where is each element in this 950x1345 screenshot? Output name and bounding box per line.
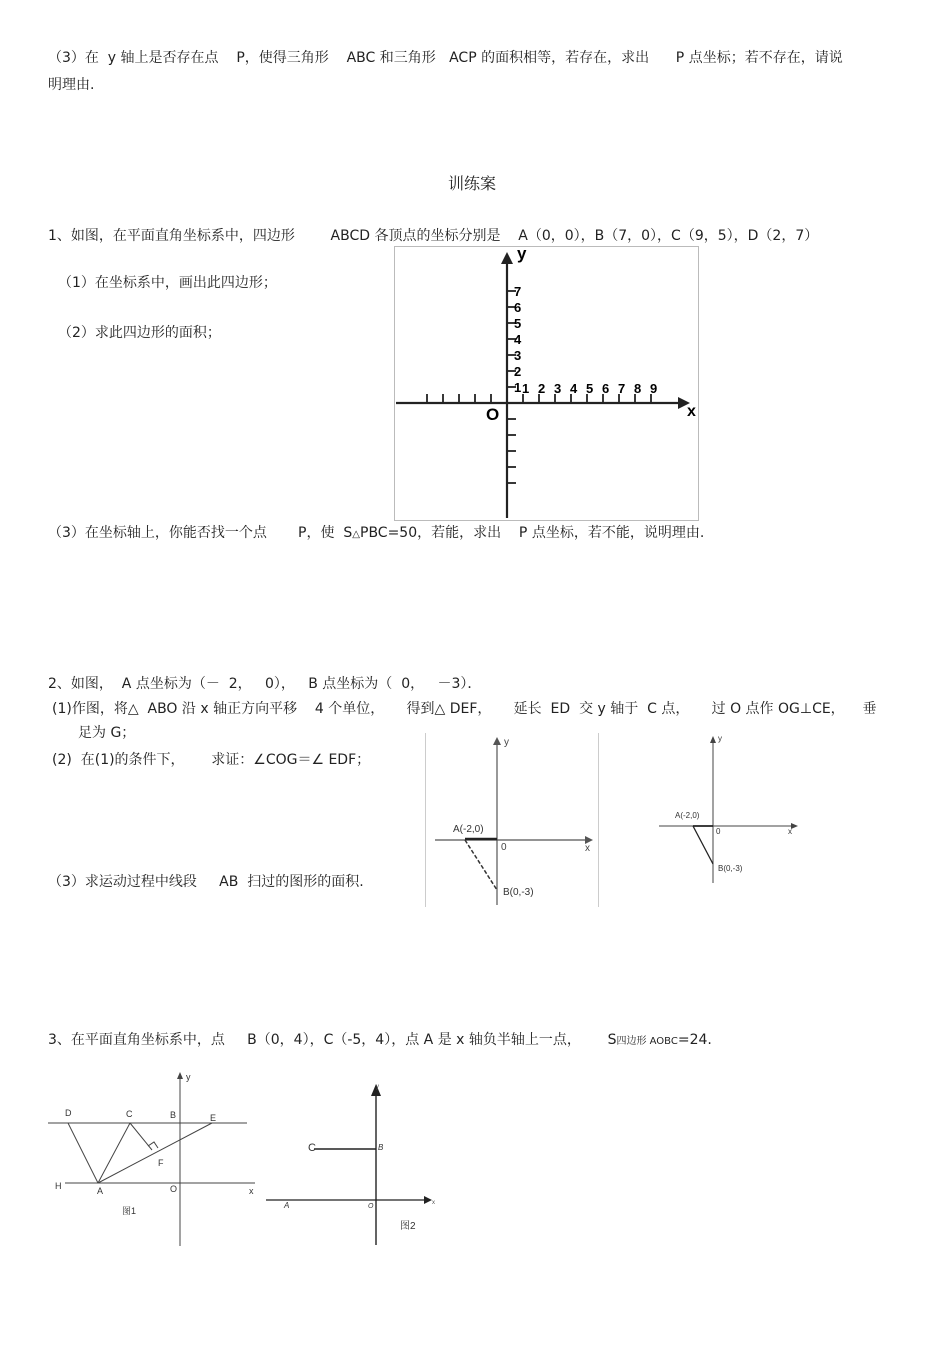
segment-AB	[465, 840, 497, 890]
x-axis-label: x	[249, 1186, 254, 1196]
point-E-label: E	[210, 1113, 217, 1123]
y-tick-label: 1	[514, 380, 522, 395]
y-tick-label: 7	[514, 284, 522, 299]
point-A-label: A	[284, 1201, 290, 1210]
y-tick-label: 6	[514, 300, 522, 315]
q1-part3: （3）在坐标轴上，你能否找一个点 P，使 S△PBC=50，若能，求出 P 点坐标，若不能，说明理由.	[48, 525, 705, 541]
q2-stem: 2、如图， A 点坐标为（－ 2， 0）， B 点坐标为（ 0， －3）．	[48, 676, 482, 692]
y-axis-label: y	[718, 734, 722, 743]
x-tick-label: 3	[554, 381, 562, 396]
q1-part1: （1）在坐标系中，画出此四边形；	[58, 275, 277, 291]
point-C-label: C	[126, 1109, 133, 1119]
x-tick-label: 1	[522, 381, 530, 396]
y-axis-arrow-icon	[710, 736, 716, 743]
point-B-label: B	[170, 1110, 177, 1120]
y-axis-label: y	[186, 1072, 191, 1082]
axis-tick-labels	[514, 284, 657, 396]
segment-DA	[68, 1123, 98, 1183]
x-tick-label: 5	[586, 381, 594, 396]
y-axis-arrow-icon	[493, 737, 501, 745]
origin-label: O	[486, 405, 500, 424]
point-O-label: O	[368, 1203, 374, 1210]
point-C-label: C	[308, 1142, 316, 1154]
q2-part1-line2: 足为 G；	[78, 725, 136, 741]
y-tick-label: 4	[514, 332, 522, 347]
figure-2-caption: 图2	[400, 1221, 416, 1232]
y-tick-label: 3	[514, 348, 522, 363]
q2-figure-right	[655, 733, 805, 885]
x-tick-label: 4	[570, 381, 578, 396]
section-title: 训练案	[448, 174, 497, 193]
q3-figure-2	[262, 1080, 442, 1248]
q2-part2: (2) 在(1)的条件下， 求证：∠COG＝∠ EDF；	[52, 752, 371, 768]
x-axis-label: x	[687, 403, 696, 420]
point-O-label: O	[170, 1184, 178, 1194]
intro-line-2: 明理由.	[48, 77, 95, 93]
x-axis-label: x	[788, 827, 792, 836]
q1-part2: （2）求此四边形的面积；	[58, 325, 221, 341]
x-tick-label: 6	[602, 381, 610, 396]
q2-part3: （3）求运动过程中线段 AB 扫过的图形的面积.	[48, 874, 364, 890]
q1-coordinate-figure	[394, 246, 700, 522]
segment-AC	[98, 1123, 130, 1183]
x-tick-label: 7	[618, 381, 626, 396]
point-A-label: A(-2,0)	[453, 824, 484, 835]
point-B-label: B(0,-3)	[718, 864, 743, 873]
segment-AE	[98, 1123, 212, 1183]
origin-label: 0	[716, 827, 721, 836]
y-axis-label: y	[376, 1084, 379, 1090]
point-A-label: A	[97, 1186, 104, 1196]
point-B-label: B(0,-3)	[503, 887, 534, 898]
point-B-label: B	[378, 1143, 384, 1152]
point-A-label: A(-2,0)	[675, 811, 700, 820]
x-tick-label: 2	[538, 381, 546, 396]
q2-part1-line1: (1)作图，将△ ABO 沿 x 轴正方向平移 4 个单位， 得到△ DEF， 延长 ED 交 y 轴于 C 点， 过 O 点作 OG⊥CE， 垂	[52, 701, 877, 717]
point-D-label: D	[65, 1108, 72, 1118]
q3-stem: 3、在平面直角坐标系中，点 B（0，4），C（-5，4），点 A 是 x 轴负半轴上一点， S四边形 AOBC=24.	[48, 1032, 712, 1048]
y-axis-arrow-icon	[501, 252, 513, 264]
y-axis-arrow-icon	[177, 1072, 183, 1079]
q2-figure-left	[425, 733, 599, 907]
q1-stem: 1、如图，在平面直角坐标系中，四边形 ABCD 各顶点的坐标分别是 A（0，0），B（7，0），C（9，5），D（2，7）	[48, 228, 819, 244]
q3-figure-1	[40, 1068, 270, 1248]
point-H-label: H	[55, 1181, 62, 1191]
y-tick-label: 5	[514, 316, 522, 331]
x-axis-arrow-icon	[424, 1196, 432, 1204]
point-F-label: F	[158, 1158, 164, 1168]
intro-line-1: （3）在 y 轴上是否存在点 P，使得三角形 ABC 和三角形 ACP 的面积相等，若存在，求出 P 点坐标；若不存在，请说	[48, 50, 843, 66]
x-tick-label: 8	[634, 381, 642, 396]
x-axis-label: x	[432, 1200, 435, 1206]
y-axis-label: y	[504, 737, 509, 748]
x-tick-label: 9	[650, 381, 658, 396]
origin-label: 0	[501, 842, 507, 853]
segment-AB	[693, 826, 713, 864]
figure-1-caption: 图1	[122, 1206, 137, 1216]
y-axis-label: y	[517, 246, 527, 263]
x-axis-label: x	[585, 843, 590, 854]
y-tick-label: 2	[514, 364, 522, 379]
x-axis-arrow-icon	[791, 823, 798, 829]
